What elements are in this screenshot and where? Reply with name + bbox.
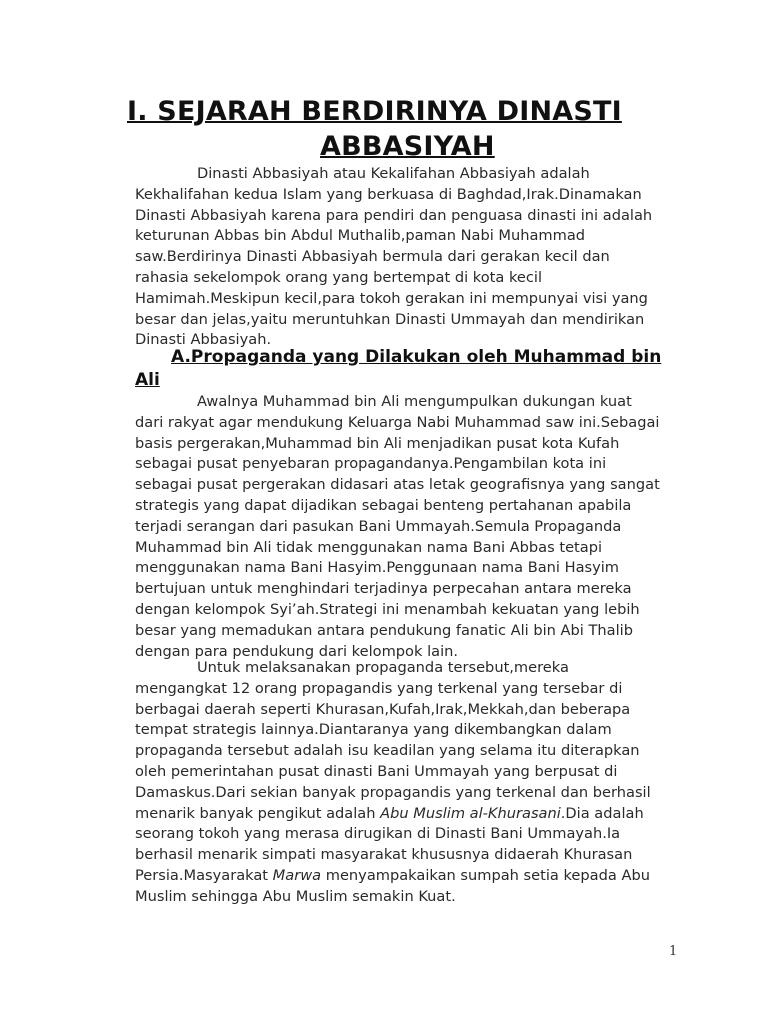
paragraph-propagandists [135, 658, 695, 908]
section-heading [135, 346, 661, 392]
text-line: dengan para pendukung dari kelompok lain. [135, 642, 459, 660]
text-line: keturunan Abbas bin Abdul Muthalib,paman Nabi Muhammad [135, 227, 586, 245]
text-line: seorang tokoh yang merasa dirugikan di Dinasti Bani Ummayah.Ia [135, 825, 621, 843]
text-line: Dinasti Abbasiyah atau Kekalifahan Abbasiyah adalah [197, 165, 590, 182]
text-line: Damaskus.Dari sekian banyak propagandis yang terkenal dan berhasil [135, 783, 651, 801]
text-segment: menyampakaikan sumpah setia kepada Abu [321, 866, 650, 884]
text-line: strategis yang dapat dijadikan sebagai benteng pertahanan apabila [135, 496, 632, 514]
text-line: besar yang memadukan antara pendukung fanatic Ali bin Abi Thalib [135, 621, 633, 639]
text-segment: menarik banyak pengikut adalah [135, 804, 381, 822]
text-line [135, 804, 695, 825]
page-number: 1 [669, 944, 678, 959]
text-line: dari rakyat agar mendukung Keluarga Nabi Muhammad saw ini.Sebagai [135, 413, 660, 431]
text-line: berhasil menarik simpati masyarakat khususnya didaerah Khurasan [135, 846, 633, 864]
text-line: Dinasti Abbasiyah. [135, 331, 272, 349]
text-line: sebagai pusat pergerakan didasari atas letak geografisnya yang sangat [135, 476, 660, 494]
paragraph-intro [135, 164, 695, 351]
text-segment: Persia.Masyarakat [135, 866, 273, 884]
text-line [135, 866, 695, 887]
text-line: saw.Berdirinya Dinasti Abbasiyah bermula dari gerakan kecil dan [135, 248, 610, 266]
text-line: mengangkat 12 orang propagandis yang terkenal yang tersebar di [135, 679, 623, 697]
text-line: Kekhalifahan kedua Islam yang berkuasa di Baghdad,Irak.Dinamakan [135, 185, 642, 203]
text-line: Hamimah.Meskipun kecil,para tokoh gerakan ini mempunyai visi yang [135, 289, 648, 307]
document-title-line-1: I. SEJARAH BERDIRINYA DINASTI [127, 96, 622, 127]
italic-text: Abu Muslim al-Khurasani [380, 804, 561, 822]
text-line: berbagai daerah seperti Khurasan,Kufah,Irak,Mekkah,dan beberapa [135, 700, 631, 718]
document-title-line-2: ABBASIYAH [320, 131, 495, 162]
text-line: Dinasti Abbasiyah karena para pendiri dan penguasa dinasti ini adalah [135, 206, 653, 224]
text-line: bertujuan untuk menghindari terjadinya perpecahan antara mereka [135, 580, 632, 598]
text-line: tempat strategis lainnya.Diantaranya yang dikembangkan dalam [135, 721, 612, 739]
paragraph-propaganda [135, 392, 695, 662]
text-line: sebagai pusat penyebaran propagandanya.Pengambilan kota ini [135, 455, 607, 473]
text-line: Awalnya Muhammad bin Ali mengumpulkan dukungan kuat [197, 393, 632, 410]
text-line: Muslim sehingga Abu Muslim semakin Kuat. [135, 887, 456, 905]
text-line: basis pergerakan,Muhammad bin Ali menjadikan pusat kota Kufah [135, 434, 620, 452]
text-line: dengan kelompok Syi’ah.Strategi ini menambah kekuatan yang lebih [135, 600, 640, 618]
section-heading-line-1: A.Propaganda yang Dilakukan oleh Muhammad bin [171, 347, 662, 367]
text-line: menggunakan nama Bani Hasyim.Penggunaan nama Bani Hasyim [135, 559, 620, 577]
section-heading-line-2: Ali [135, 370, 160, 390]
text-line: terjadi serangan dari pasukan Bani Ummayah.Semula Propaganda [135, 517, 622, 535]
text-line: Untuk melaksanakan propaganda tersebut,mereka [197, 659, 569, 676]
text-line: Muhammad bin Ali tidak menggunakan nama Bani Abbas tetapi [135, 538, 603, 556]
text-segment: .Dia adalah [560, 804, 644, 822]
text-line: oleh pemerintahan pusat dinasti Bani Ummayah yang berpusat di [135, 762, 618, 780]
italic-text: Marwa [272, 866, 322, 884]
text-line: besar dan jelas,yaitu meruntuhkan Dinasti Ummayah dan mendirikan [135, 310, 645, 328]
text-line: rahasia sekelompok orang yang bertempat di kota kecil [135, 268, 542, 286]
text-line: propaganda tersebut adalah isu keadilan yang selama itu diterapkan [135, 742, 640, 760]
